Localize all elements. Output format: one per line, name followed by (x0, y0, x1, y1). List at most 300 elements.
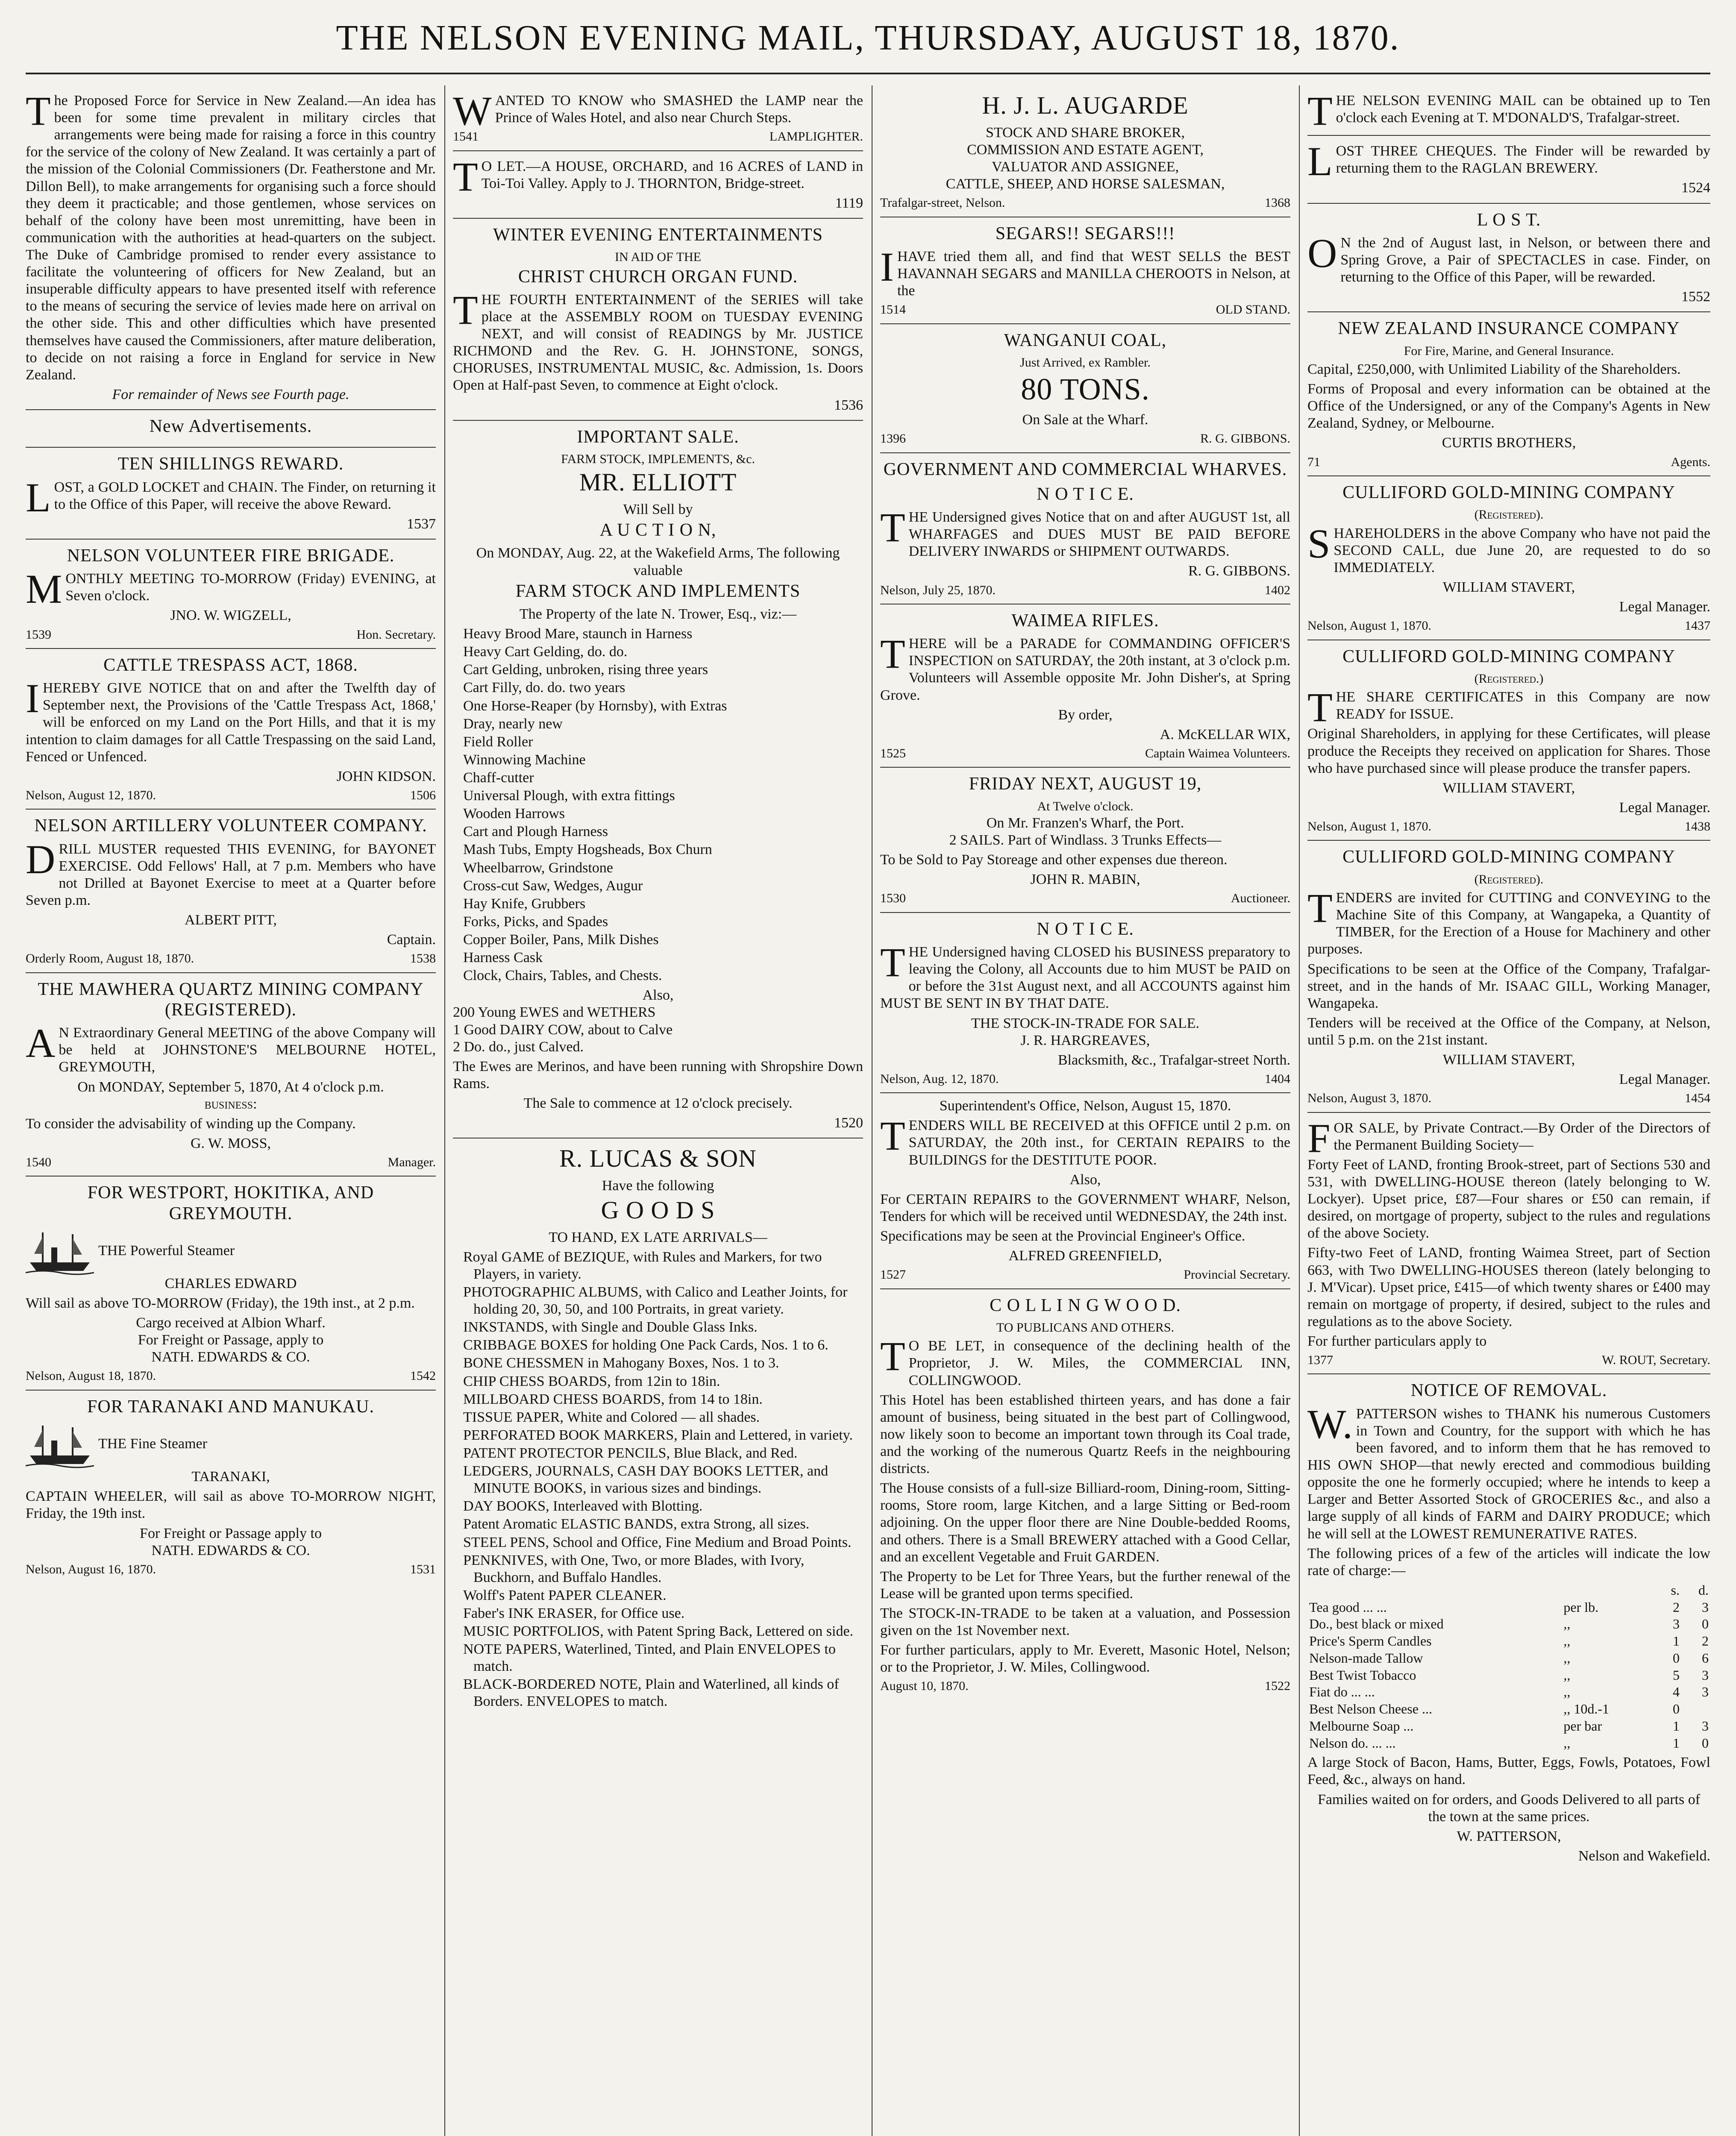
ad-culliford-1 (1307, 476, 1710, 640)
ad-heading: NEW ZEALAND INSURANCE COMPANY (1338, 319, 1680, 339)
ship-name: CHARLES EDWARD (164, 1275, 297, 1291)
ad-heading: CULLIFORD GOLD-MINING COMPANY (1342, 646, 1675, 666)
ad-also: Also, (1069, 1171, 1101, 1188)
table-header-cell (1307, 1582, 1562, 1599)
ad-heading: NELSON VOLUNTEER FIRE BRIGADE. (67, 546, 395, 566)
ad-signature: WILLIAM STAVERT, (1442, 579, 1575, 595)
table-row (1307, 1599, 1710, 1616)
ad-office: Superintendent's Office, Nelson, August 15, 1870. (939, 1098, 1231, 1114)
ad-date: August 10, 1870. (880, 1679, 969, 1693)
ad-for-sale (1307, 1113, 1710, 1375)
ad-will: Will Sell by (623, 502, 693, 518)
ad-signature: WILLIAM STAVERT, (1442, 780, 1575, 796)
ad-sub: TO PUBLICANS AND OTHERS. (996, 1320, 1175, 1335)
table-header-cell: d. (1698, 1582, 1709, 1598)
ad-lucas (453, 1138, 863, 1719)
ad-paragraph: This Hotel has been established thirteen years, and has done a fair amount of business, being situated in the best part of Collingwood, now likely soon to become an important town through its Coal trade, and the working of the numerous Quartz Reefs in the neighbouring districts. (880, 1392, 1290, 1477)
ad-title: Manager. (388, 1155, 436, 1169)
ad-body-3: Tenders will be received at the Office of the Company, at Nelson, until 5 p.m. on the 21st instant. (1307, 1015, 1710, 1048)
ad-number: 1538 (410, 951, 436, 966)
ad-wanted (453, 85, 863, 151)
ad-notice-hargreaves (880, 913, 1290, 1093)
list-item: MUSIC PORTFOLIOS, with Patent Spring Back, Lettered on side. (463, 1623, 854, 1640)
table-cell: Best Nelson Cheese ... (1309, 1701, 1432, 1717)
list-item: CHIP CHESS BOARDS, from 12in to 18in. (463, 1373, 720, 1389)
list-item: Cross-cut Saw, Wedges, Augur (463, 877, 643, 894)
ad-date: Nelson, August 1, 1870. (1307, 819, 1432, 833)
ad-number: 1404 (1265, 1071, 1290, 1086)
table-row (1307, 1684, 1710, 1701)
ad-business: To consider the advisability of winding up the Company. (26, 1115, 356, 1132)
list-item: Copper Boiler, Pans, Milk Dishes (463, 931, 659, 948)
ad-body: TO BE LET, in consequence of the declining health of the Proprietor, J. W. Miles, the COMMERCIAL INN, COLLINGWOOD. (880, 1333, 1290, 1388)
ad-number: 1552 (1681, 289, 1710, 305)
ad-when: On MONDAY, Aug. 22, at the Wakefield Arms, The following valuable (476, 545, 840, 578)
ad-number: 1527 (880, 1268, 906, 1282)
table-cell: 6 (1702, 1650, 1709, 1666)
ad-tons: 80 TONS. (1021, 372, 1150, 407)
ad-body: TENDERS WILL BE RECEIVED at this OFFICE until 2 p.m. on SATURDAY, the 20th inst., for CERTAIN REPAIRS to the BUILDINGS for the DESTITUTE POOR. (880, 1113, 1290, 1168)
list-item: Royal GAME of BEZIQUE, with Rules and Markers, for two Players, in variety. (463, 1249, 822, 1282)
list-item: Hay Knife, Grubbers (463, 895, 586, 912)
list-item: Cart Filly, do. do. two years (463, 680, 626, 696)
table-cell: per bar (1563, 1718, 1602, 1734)
list-item: MILLBOARD CHESS BOARDS, from 14 to 18in. (463, 1391, 763, 1407)
ad-freight: For Freight or Passage, apply to (138, 1332, 324, 1348)
table-row (1307, 1667, 1710, 1684)
ad-heading: CULLIFORD GOLD-MINING COMPANY (1342, 482, 1675, 502)
ad-line: THE Fine Steamer (98, 1435, 207, 1452)
ad-signature: JNO. W. WIGZELL, (170, 607, 291, 624)
table-cell: Melbourne Soap ... (1309, 1718, 1414, 1734)
ad-heading: C O L L I N G W O O D. (990, 1295, 1181, 1315)
table-header-cell: s. (1671, 1582, 1680, 1598)
steamship-icon (26, 1421, 94, 1468)
list-item: Wheelbarrow, Grindstone (463, 860, 613, 876)
ad-signature: ALBERT PITT, (185, 912, 277, 928)
list-item: Mash Tubs, Empty Hogsheads, Box Churn (463, 842, 712, 858)
ad-title: Captain. (387, 932, 436, 948)
ad-body: CAPTAIN WHEELER, will sail as above TO-MORROW NIGHT, Friday, the 19th inst. (26, 1488, 436, 1522)
ad-number: 1542 (410, 1369, 436, 1383)
ad-signature: OLD STAND. (1216, 302, 1290, 317)
table-cell: Fiat do ... ... (1309, 1684, 1375, 1700)
price-table (1307, 1582, 1710, 1752)
table-cell: 1 (1673, 1718, 1680, 1734)
ad-paragraph: Forty Feet of LAND, fronting Brook-street, part of Sections 530 and 531, with DWELLING-HOUSE thereon (lately belonging to W. Lockyer). Upset price, £87—Four shares or £50 can remain, if desired, on mortgage of property, subject to the rules and regulations of the above Society. (1307, 1156, 1710, 1241)
ad-heading: NOTICE OF REMOVAL. (1410, 1381, 1607, 1401)
table-cell: 3 (1702, 1718, 1709, 1734)
list-item: Forks, Picks, and Spades (463, 913, 608, 930)
ad-date: Nelson, August 16, 1870. (26, 1562, 156, 1576)
ad-reward (26, 448, 436, 540)
table-cell: Tea good ... ... (1309, 1599, 1387, 1615)
ad-body: ON the 2nd of August last, in Nelson, or between there and Spring Grove, a Pair of SPECTACLES in case. Finder, on returning to the Office of this Paper, will be rewarded. (1307, 230, 1710, 285)
ad-insurance (1307, 312, 1710, 476)
table-cell: 4 (1673, 1684, 1680, 1700)
table-cell: 1 (1673, 1633, 1680, 1649)
list-item: Wolff's Patent PAPER CLEANER. (463, 1587, 667, 1603)
ad-signature: JOHN KIDSON. (336, 768, 436, 784)
ad-number: 71 (1307, 455, 1320, 469)
ad-body-2: Specifications to be seen at the Office of the Company, Trafalgar-street, and in the hands of Mr. ISAAC GILL, Working Manager, Wangapeka. (1307, 961, 1710, 1011)
ad-number: 1438 (1685, 819, 1710, 833)
ad-time: The Sale to commence at 12 o'clock precisely. (523, 1095, 793, 1111)
ad-wharf: On Sale at the Wharf. (1022, 412, 1149, 428)
ad-paragraph: The House consists of a full-size Billiard-room, Dining-room, Sitting-rooms, Store room, large Kitchen, and a large Sitting or Bed-room adjoining. On the upper floor there are Nine Double-bedded Rooms, and others. There is a Small BREWERY attached with a Good Cellar, and an excellent Vegetable and Fruit GARDEN. (880, 1480, 1290, 1565)
ad-registered: (Registered). (1474, 508, 1544, 522)
ad-body: TENDERS are invited for CUTTING and CONVEYING to the Machine Site of this Company, at Wangapeka, a Quantity of TIMBER, for the Erection of a House for Machinery and other purposes. (1307, 885, 1710, 957)
ad-number: 1539 (26, 627, 51, 642)
ad-notice: N O T I C E. (1037, 484, 1134, 504)
ad-title: Agents. (1671, 455, 1710, 469)
ad-body: MONTHLY MEETING TO-MORROW (Friday) EVENING, at Seven o'clock. (26, 566, 436, 612)
ad-lost (1307, 204, 1710, 313)
ad-sub: FARM STOCK, IMPLEMENTS, &c. (561, 452, 755, 466)
table-cell: per lb. (1563, 1599, 1599, 1615)
prices-intro: The following prices of a few of the articles will indicate the low rate of charge:— (1307, 1545, 1710, 1579)
ad-merinos: The Ewes are Merinos, and have been running with Shropshire Down Rams. (453, 1058, 863, 1091)
list-item: Clock, Chairs, Tables, and Chests. (463, 968, 662, 984)
ad-body: LOST THREE CHEQUES. The Finder will be rewarded by returning them to the RAGLAN BREWERY. (1307, 138, 1710, 185)
table-cell: 5 (1673, 1667, 1680, 1683)
ad-body-2: For CERTAIN REPAIRS to the GOVERNMENT WHARF, Nelson, Tenders for which will be received until WEDNESDAY, the 24th inst. (880, 1191, 1290, 1224)
ad-title: Auctioneer. (1231, 891, 1290, 906)
ad-title: Captain Waimea Volunteers. (1145, 746, 1290, 760)
table-header-row (1307, 1582, 1710, 1599)
ad-number: 1530 (880, 891, 906, 906)
ad-date: Orderly Room, August 18, 1870. (26, 951, 194, 966)
ad-heading: THE MAWHERA QUARTZ MINING COMPANY (REGISTERED). (38, 979, 424, 1020)
list-item: Cart Gelding, unbroken, rising three years (463, 662, 708, 678)
ad-number: 1537 (407, 516, 436, 532)
ad-body: THE SHARE CERTIFICATES in this Company are now READY for ISSUE. (1307, 684, 1710, 731)
ad-signature: JOHN R. MABIN, (1030, 871, 1140, 888)
ad-segars (880, 217, 1290, 324)
list-item: TISSUE PAPER, White and Colored — all shades. (463, 1409, 760, 1425)
ad-heading: TEN SHILLINGS REWARD. (117, 454, 344, 474)
ad-body: THE Undersigned having CLOSED his BUSINESS preparatory to leaving the Colony, all Accounts due to him MUST be PAID on or before the 31st August next, and all ACCOUNTS against him MUST BE SENT IN BY THAT DATE. (880, 939, 1290, 1012)
ad-title: Hon. Secretary. (356, 627, 436, 642)
ad-title: Legal Manager. (1619, 1071, 1710, 1088)
list-item: PERFORATED BOOK MARKERS, Plain and Lettered, in variety. (463, 1427, 853, 1443)
table-cell: 2 (1702, 1633, 1709, 1649)
column-2 (453, 85, 863, 2136)
ad-number: 1531 (410, 1562, 436, 1576)
ad-heading: CATTLE TRESPASS ACT, 1868. (103, 655, 358, 675)
ad-body: TO LET.—A HOUSE, ORCHARD, and 16 ACRES of LAND in Toi-Toi Valley. Apply to J. THORNTON, Bridge-street. (453, 153, 863, 200)
ad-line: COMMISSION AND ESTATE AGENT, (967, 141, 1204, 158)
ad-collingwood (880, 1289, 1290, 1700)
ad-body: DRILL MUSTER requested THIS EVENING, for BAYONET EXERCISE. Odd Fellows' Hall, at 7 p.m. Members who have not Drilled at Bayonet Exercise to meet at a Quarter before Seven p.m. (26, 836, 436, 908)
ad-date: Nelson, Aug. 12, 1870. (880, 1071, 999, 1086)
column-1 (26, 85, 436, 2136)
section-heading (26, 410, 436, 448)
ad-augarde (880, 85, 1290, 217)
table-cell: Price's Sperm Candles (1309, 1633, 1432, 1649)
ad-to-let (453, 151, 863, 219)
table-cell: ,, (1563, 1667, 1571, 1683)
ad-stock: THE STOCK-IN-TRADE FOR SALE. (971, 1015, 1199, 1031)
ad-cattle-trespass (26, 649, 436, 810)
ad-body: W.PATTERSON wishes to THANK his numerous Customers in Town and Country, for the support with which he has been favored, and to inform them that he has removed to HIS OWN SHOP—that newly erected and commodious building opposite the one he formerly occupied; where he intends to keep a Larger and Better Assorted Stock of GROCERIES &c., and also a large supply of all kinds of FARM and DAIRY PRODUCE; which he will sell at the LOWEST REMUNERATIVE RATES. (1307, 1401, 1710, 1542)
remainder-note: For remainder of News see Fourth page. (112, 386, 350, 402)
list-item: Cart and Plough Harness (463, 824, 608, 840)
ad-body: WANTED TO KNOW who SMASHED the LAMP near the Prince of Wales Hotel, and also near Church Steps. (453, 88, 863, 134)
ad-signature: W. ROUT, Secretary. (1602, 1353, 1710, 1367)
ad-fund: CHRIST CHURCH ORGAN FUND. (518, 267, 798, 287)
ad-title: Provincial Secretary. (1184, 1268, 1290, 1282)
steamship-icon (26, 1228, 94, 1275)
ad-address: Trafalgar-street, Nelson. (880, 196, 1005, 210)
ad-number: 1525 (880, 746, 906, 760)
ad-freight: For Freight or Passage apply to (140, 1525, 322, 1541)
list-item: Universal Plough, with extra fittings (463, 788, 675, 804)
ad-heading: L O S T. (1477, 210, 1541, 230)
ad-heading: R. LUCAS & SON (559, 1144, 757, 1173)
ad-taranaki (26, 1391, 436, 1583)
ad-agent: NATH. EDWARDS & CO. (151, 1542, 310, 1558)
ad-body: THERE will be a PARADE for COMMANDING OFFICER'S INSPECTION on SATURDAY, the 20th instant, at 3 o'clock p.m. Volunteers will Assemble opposite Mr. John Disher's, at Spring Grove. (880, 631, 1290, 703)
ad-heading: SEGARS!! SEGARS!!! (995, 223, 1175, 244)
ad-heading: CULLIFORD GOLD-MINING COMPANY (1342, 847, 1675, 867)
ad-number: 1522 (1265, 1679, 1290, 1693)
ad-number: 1402 (1265, 583, 1290, 597)
ad-signature: W. PATTERSON, (1457, 1828, 1561, 1844)
ad-cow: 1 Good DAIRY COW, about to Calve (453, 1021, 673, 1038)
table-cell: ,, (1563, 1633, 1571, 1649)
table-row (1307, 1650, 1710, 1667)
list-item: DAY BOOKS, Interleaved with Blotting. (463, 1498, 703, 1514)
ad-number: 1396 (880, 431, 906, 446)
ship-name: TARANAKI, (191, 1469, 270, 1485)
ad-body: LOST, a GOLD LOCKET and CHAIN. The Finder, on returning it to the Office of this Paper, will receive the above Reward. (26, 474, 436, 520)
auctioneer-name: MR. ELLIOTT (579, 468, 737, 496)
list-item: Heavy Cart Gelding, do. do. (463, 644, 628, 660)
ad-paragraph: For further particulars, apply to Mr. Everett, Masonic Hotel, Nelson; or to the Proprietor, J. W. Miles, Collingwood. (880, 1642, 1290, 1675)
list-item: CRIBBAGE BOXES for holding One Pack Cards, Nos. 1 to 6. (463, 1337, 828, 1353)
ad-date: Nelson, August 1, 1870. (1307, 619, 1432, 633)
ad-goods: G O O D S (601, 1196, 715, 1224)
list-item: Patent Aromatic ELASTIC BANDS, extra Strong, all sizes. (463, 1516, 810, 1532)
column-divider (1299, 85, 1300, 2136)
list-item: Heavy Brood Mare, staunch in Harness (463, 626, 693, 642)
list-item: BLACK-BORDERED NOTE, Plain and Waterlined, all kinds of Borders. ENVELOPES to match. (463, 1676, 839, 1710)
ad-body: THE Undersigned gives Notice that on and after AUGUST 1st, all WHARFAGES and DUES MUST BE PAID BEFORE DELIVERY INWARDS or SHIPMENT OUTWARDS. (880, 505, 1290, 560)
table-cell: 3 (1702, 1667, 1709, 1683)
ad-signature: R. G. GIBBONS. (1200, 431, 1290, 446)
ad-wharves (880, 453, 1290, 604)
table-row (1307, 1633, 1710, 1650)
list-item: Chaff-cutter (463, 769, 534, 786)
ad-heading: IMPORTANT SALE. (577, 427, 739, 447)
ad-property: The Property of the late N. Trower, Esq., viz:— (519, 606, 797, 622)
ad-number: 1541 (453, 129, 479, 144)
ad-paragraph: Fifty-two Feet of LAND, fronting Waimea Street, part of Section 663, with Two DWELLING-HOUSES thereon (lately belonging to J. M'Vicar). Upset price, £415—of which twenty shares or £400 may remain on mortgage of property, if desired, subject to the rules and regulations as to the above Society. (1307, 1245, 1710, 1329)
list-item: One Horse-Reaper (by Hornsby), with Extras (463, 698, 727, 714)
editorial (26, 85, 436, 410)
table-cell: 3 (1673, 1616, 1680, 1632)
ad-number: 1540 (26, 1155, 51, 1169)
ad-title: Legal Manager. (1619, 599, 1710, 615)
ad-by: By order, (1058, 707, 1113, 723)
list-item: Harness Cask (463, 950, 543, 966)
table-cell: 0 (1673, 1701, 1680, 1717)
list-item: STEEL PENS, School and Office, Fine Medium and Broad Points. (463, 1534, 852, 1550)
ad-signature: WILLIAM STAVERT, (1442, 1052, 1575, 1068)
ad-spec: Specifications may be seen at the Provincial Engineer's Office. (880, 1228, 1245, 1244)
table-cell: Nelson-made Tallow (1309, 1650, 1423, 1666)
table-row (1307, 1616, 1710, 1633)
ad-mail (1307, 85, 1710, 136)
list-item: LEDGERS, JOURNALS, CASH DAY BOOKS LETTER, and MINUTE BOOKS, in various sizes and bindings. (463, 1463, 828, 1496)
ad-date: Nelson, August 12, 1870. (26, 788, 156, 802)
ad-body: Forms of Proposal and every information can be obtained at the Office of the Undersigned, or any of the Company's Agents in New Zealand, Sydney, or Melbourne. (1307, 381, 1710, 431)
table-cell: Nelson do. ... ... (1309, 1735, 1396, 1751)
ad-number: 1377 (1307, 1353, 1333, 1367)
ad-signature: CURTIS BROTHERS, (1442, 435, 1576, 451)
masthead: THE NELSON EVENING MAIL, THURSDAY, AUGUST 18, 1870. (336, 18, 1400, 58)
ad-registered: (Registered.) (1474, 671, 1544, 686)
table-cell: Best Twist Tobacco (1309, 1667, 1416, 1683)
ad-number: 1506 (410, 788, 436, 802)
table-row (1307, 1735, 1710, 1752)
ad-mawhera (26, 973, 436, 1177)
list-item: Dray, nearly new (463, 716, 563, 732)
ad-removal (1307, 1374, 1710, 1871)
new-ads-heading: New Advertisements. (149, 416, 312, 436)
ad-line: STOCK AND SHARE BROKER, (985, 124, 1185, 141)
ad-heading: FOR WESTPORT, HOKITIKA, AND GREYMOUTH. (87, 1183, 374, 1224)
list-item: PENKNIVES, with One, Two, or more Blades, with Ivory, Buckhorn, and Buffalo Handles. (463, 1552, 805, 1585)
column-4 (1307, 85, 1710, 2136)
ad-sub: For Fire, Marine, and General Insurance. (1404, 343, 1614, 358)
table-cell: 3 (1702, 1684, 1709, 1700)
goods-item-list (453, 1249, 863, 1711)
table-cell: ,, (1563, 1684, 1571, 1700)
ad-body: IHAVE tried them all, and find that WEST SELLS the BEST HAVANNAH SEGARS and MANILLA CHEROOTS in Nelson, at the (880, 244, 1290, 299)
table-cell: ,, (1563, 1650, 1571, 1666)
sale-item-list (453, 625, 863, 984)
list-item: PHOTOGRAPHIC ALBUMS, with Calico and Leather Joints, for holding 20, 30, 50, and 100 Portraits, in great variety. (463, 1284, 848, 1317)
list-item: Winnowing Machine (463, 751, 586, 768)
ad-signature: A. McKELLAR WIX, (1160, 726, 1290, 742)
ad-artillery (26, 810, 436, 973)
column-divider (444, 85, 445, 2136)
ad-heading: WAIMEA RIFLES. (1011, 610, 1159, 631)
column-3 (880, 85, 1290, 2136)
table-row (1307, 1701, 1710, 1718)
ad-ewes: 200 Young EWES and WETHERS (453, 1004, 656, 1021)
ad-families: Families waited on for orders, and Goods Delivered to all parts of the town at the same prices. (1317, 1791, 1701, 1825)
ad-body: AN Extraordinary General MEETING of the above Company will be held at JOHNSTONE'S MELBOURNE HOTEL, GREYMOUTH, (26, 1020, 436, 1075)
ad-tenders (880, 1093, 1290, 1289)
ad-winter-entertainments (453, 219, 863, 421)
ad-fire-brigade (26, 540, 436, 649)
table-cell: ,, (1563, 1616, 1571, 1632)
list-item: BONE CHESSMEN in Mahogany Boxes, Nos. 1 to 3. (463, 1355, 779, 1371)
ad-coal (880, 324, 1290, 453)
list-item: Faber's INK ERASER, for Office use. (463, 1605, 685, 1621)
table-cell: 3 (1702, 1599, 1709, 1615)
table-row (1307, 1718, 1710, 1735)
ad-title: Legal Manager. (1619, 799, 1710, 816)
list-item: Wooden Harrows (463, 806, 565, 822)
ad-line: CATTLE, SHEEP, AND HORSE SALESMAN, (946, 176, 1225, 192)
table-cell: ,, (1563, 1735, 1571, 1751)
ad-culliford-3 (1307, 841, 1710, 1112)
ad-date: Nelson, July 25, 1870. (880, 583, 996, 597)
ad-cow: 2 Do. do., just Calved. (453, 1039, 584, 1055)
list-item: INKSTANDS, with Single and Double Glass Inks. (463, 1319, 758, 1335)
ad-heading: FRIDAY NEXT, AUGUST 19, (969, 774, 1202, 794)
ad-number: 1368 (1265, 196, 1290, 210)
ad-heading: H. J. L. AUGARDE (982, 91, 1189, 119)
ad-capital: Capital, £250,000, with Unlimited Liability of the Shareholders. (1307, 361, 1681, 377)
ad-heading: FOR TARANAKI AND MANUKAU. (87, 1397, 374, 1417)
ad-business-label: business: (204, 1096, 257, 1112)
editorial-text: The Proposed Force for Service in New Zealand.—An idea has been for some time prevalent in military circles that arrangements were being made for raising a force in this country for the service of the colony of New Zealand. It was certainly a part of the mission of the Colonial Commissioners (Dr. Featherstone and Mr. Dillon Bell), to make arrangements for organising such a force should they deem it practicable; and those gentlemen, whose services on behalf of the colony have been most unremitting, have been in communication with the authorities at head-quarters on the subject. The Duke of Cambridge promised to render every assistance to facilitate the volunteering of officers for New Zealand, but an insuperable difficulty appears to have presented itself with reference to the means of securing the service of levies made here on arrival on the other side. This and other difficulties which have presented themselves have caused the Commissioners, after mature deliberation, to decide on not raising a force in England for service in New Zealand. (26, 88, 436, 383)
table-cell: 0 (1673, 1650, 1680, 1666)
ad-friday-sale (880, 768, 1290, 913)
ad-bacon: A large Stock of Bacon, Hams, Butter, Eggs, Fowls, Potatoes, Fowl Feed, &c., always on hand. (1307, 1755, 1710, 1788)
list-item: Field Roller (463, 734, 533, 750)
table-header-cell (1562, 1582, 1652, 1599)
list-item: NOTE PAPERS, Waterlined, Tinted, and Plain ENVELOPES to match. (463, 1641, 836, 1675)
ad-number: 1119 (835, 195, 863, 211)
ad-date: Nelson, August 3, 1870. (1307, 1091, 1432, 1106)
ad-also: Also, (642, 987, 674, 1003)
ad-number: 1437 (1685, 619, 1710, 633)
ad-address: Nelson and Wakefield. (1578, 1848, 1710, 1864)
ad-title: FARM STOCK AND IMPLEMENTS (515, 581, 801, 601)
table-cell: 1 (1673, 1735, 1680, 1751)
ad-signature: G. W. MOSS, (190, 1135, 271, 1151)
table-cell: ,, 10d.-1 (1563, 1701, 1610, 1717)
ad-wharf: On Mr. Franzen's Wharf, the Port. (986, 815, 1184, 831)
table-cell: 0 (1702, 1616, 1709, 1632)
ad-body: THE NELSON EVENING MAIL can be obtained up to Ten o'clock each Evening at T. M'DONALD'S, Trafalgar-street. (1307, 88, 1710, 134)
ad-cheques (1307, 136, 1710, 203)
ad-line: VALUATOR AND ASSIGNEE, (992, 158, 1179, 175)
ad-have: Have the following (602, 1177, 714, 1194)
ad-signature: J. R. HARGREAVES, (1020, 1032, 1150, 1048)
ad-sub: Just Arrived, ex Rambler. (1020, 355, 1151, 370)
ad-body: SHAREHOLDERS in the above Company who have not paid the SECOND CALL, due June 20, are requested to do so IMMEDIATELY. (1307, 520, 1710, 575)
ad-heading: N O T I C E. (1037, 919, 1134, 939)
ad-paragraph: The STOCK-IN-TRADE to be taken at a valuation, and Possession given on the 1st November next. (880, 1605, 1290, 1639)
ad-sails: 2 SAILS. Part of Windlass. 3 Trunks Effects— (949, 832, 1222, 848)
ad-culliford-2 (1307, 640, 1710, 841)
table-cell (1681, 1701, 1710, 1718)
ad-waimea-rifles (880, 604, 1290, 768)
ad-agent: NATH. EDWARDS & CO. (151, 1349, 310, 1365)
ad-number: 1536 (834, 397, 863, 413)
ad-date: Nelson, August 18, 1870. (26, 1369, 156, 1383)
ad-paragraph: The Property to be Let for Three Years, but the further renewal of the Lease will be granted upon terms specified. (880, 1568, 1290, 1602)
ad-westport (26, 1177, 436, 1391)
ad-number: 1514 (880, 302, 906, 317)
ad-heading: WINTER EVENING ENTERTAINMENTS (493, 225, 823, 245)
ad-number: 1454 (1685, 1091, 1710, 1106)
ad-body-2: Original Shareholders, in applying for these Certificates, will please produce the Receipts they received on application for Shares. Those who have purchased since will please produce the transfer papers. (1307, 726, 1710, 776)
ad-body: IHEREBY GIVE NOTICE that on and after the Twelfth day of September next, the Provisions of the 'Cattle Trespass Act, 1868,' will be enforced on my Land on the Port Hills, and that it is my intention to claim damages for all Cattle Trespassing on the said Land, Fenced or Unfenced. (26, 675, 436, 765)
ad-line: THE Powerful Steamer (98, 1242, 235, 1259)
ad-registered: (Registered). (1474, 872, 1544, 886)
ad-when: On MONDAY, September 5, 1870, At 4 o'clock p.m. (77, 1079, 384, 1095)
table-cell: Do., best black or mixed (1309, 1616, 1444, 1632)
ad-body: FOR SALE, by Private Contract.—By Order of the Directors of the Permanent Building Society— (1307, 1115, 1710, 1161)
